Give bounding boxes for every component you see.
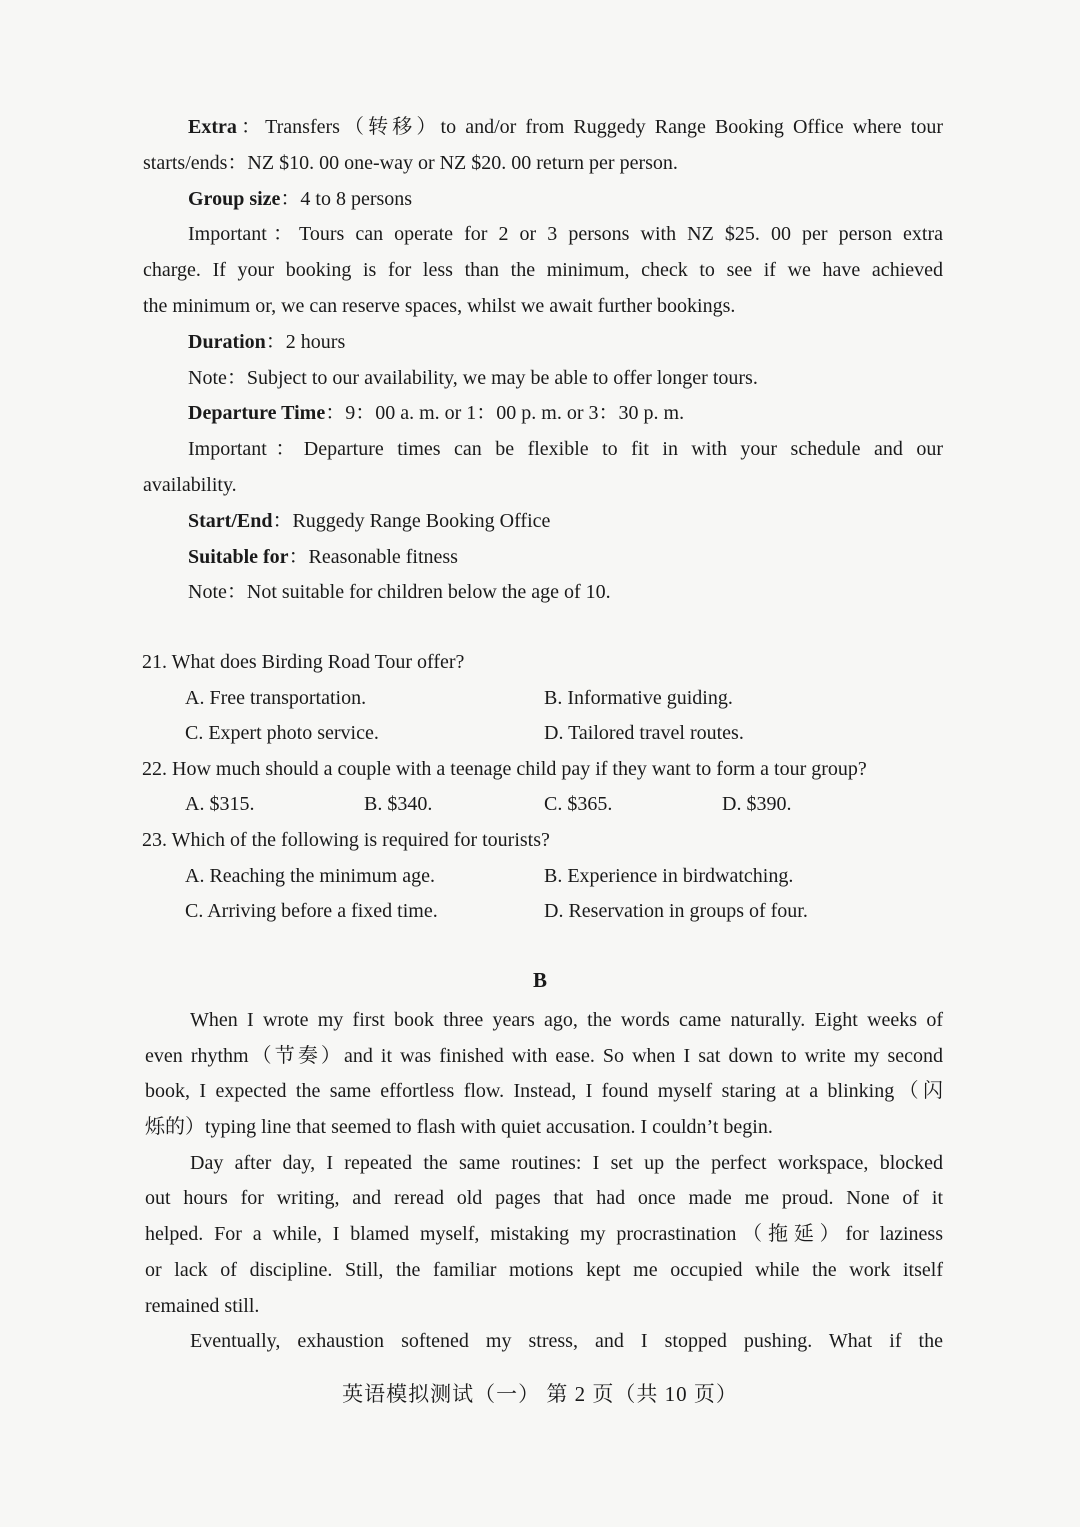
question-22-option-c[interactable]: C. $365.	[544, 793, 613, 816]
passage-line: When I wrote my first book three years ago, the words came naturally. Eight weeks of	[190, 1009, 943, 1031]
passage-line: remained still.	[145, 1294, 260, 1317]
passage-line: helped. For a while, I blamed myself, mistaking my procrastination（拖延）for laziness	[145, 1223, 943, 1246]
extra-line-1	[143, 110, 943, 146]
question-22-option-a[interactable]: A. $315.	[185, 793, 255, 816]
section-b-title: B	[532, 968, 547, 992]
question-21-options-row-2	[142, 716, 947, 752]
page-footer: 英语模拟测试（一） 第 2 页（共 10 页）	[342, 1382, 738, 1406]
question-22-options-row	[142, 787, 947, 823]
group-size-label: Group size	[188, 187, 281, 210]
important-2-line-2: availability.	[143, 473, 237, 496]
question-21-stem: 21. What does Birding Road Tour offer?	[142, 651, 465, 673]
suitable-label: Suitable for	[188, 545, 289, 568]
question-23-options-row-2	[142, 894, 947, 930]
question-23-option-d[interactable]: D. Reservation in groups of four.	[544, 900, 808, 923]
question-23-options-row-1	[142, 859, 947, 895]
start-end-label: Start/End	[188, 509, 273, 532]
important-1-line-1: Important：Tours can operate for 2 or 3 persons with NZ $25. 00 per person extra	[188, 223, 943, 246]
duration-label: Duration	[188, 330, 266, 353]
passage-line: out hours for writing, and reread old pages that had once made me proud. None of it	[145, 1187, 943, 1210]
suitable-line	[143, 540, 943, 576]
group-size-value: ：4 to 8 persons	[280, 187, 413, 210]
passage-line: book, I expected the same effortless flow. Instead, I found myself staring at a blinking（闪	[145, 1080, 943, 1103]
question-21-options-row-1	[142, 681, 947, 717]
question-23-stem: 23. Which of the following is required for tourists?	[142, 828, 550, 851]
duration-value: ：2 hours	[265, 330, 346, 353]
important-2-line-1: Important：Departure times can be flexible to fit in with your schedule and our	[188, 438, 943, 461]
note-1-line: Note：Subject to our availability, we may be able to offer longer tours.	[188, 366, 758, 389]
question-23-option-c[interactable]: C. Arriving before a fixed time.	[185, 900, 438, 923]
question-22-option-b[interactable]: B. $340.	[364, 793, 433, 816]
start-end-value: ：Ruggedy Range Booking Office	[272, 509, 551, 532]
departure-line	[143, 396, 943, 432]
question-22-option-d[interactable]: D. $390.	[722, 793, 792, 816]
important-1-line-3: the minimum or, we can reserve spaces, whilst we await further bookings.	[143, 294, 736, 317]
passage-line: Day after day, I repeated the same routines: I set up the perfect workspace, blocked	[190, 1151, 943, 1174]
question-list	[142, 645, 947, 930]
section-b-passage	[145, 1003, 943, 1360]
extra-line-2: starts/ends：NZ $10. 00 one-way or NZ $20. 00 return per person.	[143, 151, 678, 174]
question-23-option-b[interactable]: B. Experience in birdwatching.	[544, 864, 794, 887]
group-size-line	[143, 182, 943, 218]
question-22-stem: 22. How much should a couple with a teenage child pay if they want to form a tour group?	[142, 757, 867, 780]
passage-line: Eventually, exhaustion softened my stress, and I stopped pushing. What if the	[190, 1330, 943, 1353]
question-23-option-a[interactable]: A. Reaching the minimum age.	[185, 864, 435, 887]
passage-line: 烁的）typing line that seemed to flash with quiet accusation. I couldn’t begin.	[145, 1116, 773, 1139]
tour-info	[143, 110, 943, 611]
departure-label: Departure Time	[188, 402, 326, 425]
question-21-option-b[interactable]: B. Informative guiding.	[544, 686, 733, 709]
extra-label: Extra	[188, 116, 237, 138]
question-21-option-d[interactable]: D. Tailored travel routes.	[544, 722, 744, 745]
note-2-line: Note：Not suitable for children below the age of 10.	[188, 581, 611, 604]
extra-text: ：Transfers（转移）to and/or from Ruggedy Range Booking Office where tour	[236, 116, 943, 138]
start-end-line	[143, 504, 943, 540]
passage-line: or lack of discipline. Still, the familiar motions kept me occupied while the work itself	[145, 1258, 943, 1281]
passage-line: even rhythm（节奏）and it was finished with ease. So when I sat down to write my second	[145, 1044, 943, 1067]
question-21-option-c[interactable]: C. Expert photo service.	[185, 722, 379, 745]
departure-value: ：9：00 a. m. or 1：00 p. m. or 3：30 p. m.	[325, 402, 685, 425]
important-1-line-2: charge. If your booking is for less than the minimum, check to see if we have achieved	[143, 259, 943, 282]
duration-line	[143, 325, 943, 361]
question-21-option-a[interactable]: A. Free transportation.	[185, 686, 367, 709]
suitable-value: ：Reasonable fitness	[288, 545, 458, 568]
